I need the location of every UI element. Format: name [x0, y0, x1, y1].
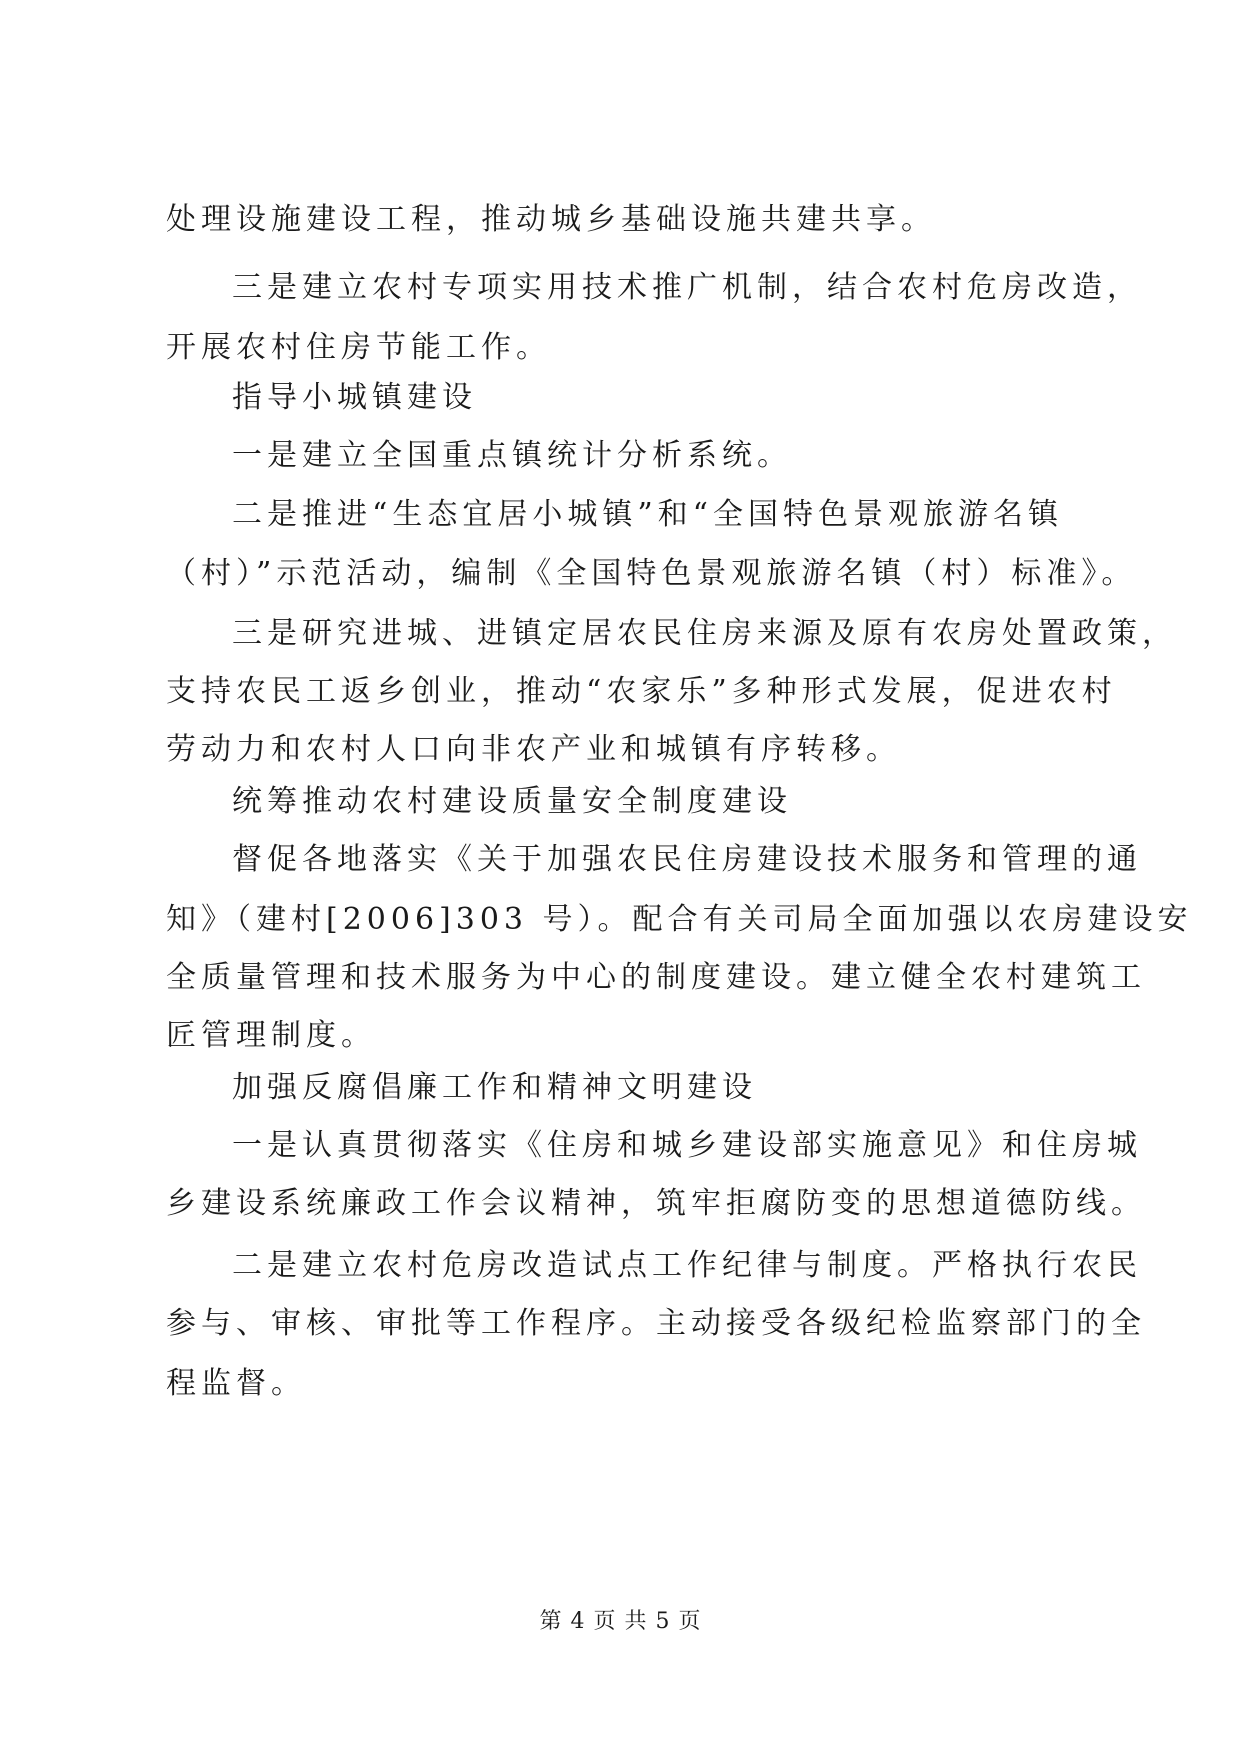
text-line-7: （村）”示范活动，编制《全国特色景观旅游名镇（村）标准》。 [166, 556, 1137, 591]
section-heading-anti-corruption: 加强反腐倡廉工作和精神文明建设 [232, 1070, 757, 1105]
text-line-1: 处理设施建设工程，推动城乡基础设施共建共享。 [166, 202, 936, 237]
text-line-6: 二是推进“生态宜居小城镇”和“全国特色景观旅游名镇 [232, 497, 1064, 532]
section-heading-small-town: 指导小城镇建设 [232, 380, 477, 415]
text-line-20: 参与、审核、审批等工作程序。主动接受各级纪检监察部门的全 [166, 1306, 1146, 1341]
text-line-14: 全质量管理和技术服务为中心的制度建设。建立健全农村建筑工 [166, 960, 1146, 995]
text-line-10: 劳动力和农村人口向非农产业和城镇有序转移。 [166, 732, 901, 767]
text-line-17: 一是认真贯彻落实《住房和城乡建设部实施意见》和住房城 [232, 1128, 1142, 1163]
page-number: 第 4 页 共 5 页 [539, 1609, 702, 1634]
text-line-19: 二是建立农村危房改造试点工作纪律与制度。严格执行农民 [232, 1248, 1142, 1283]
text-line-3: 开展农村住房节能工作。 [166, 330, 551, 365]
text-line-5: 一是建立全国重点镇统计分析系统。 [232, 438, 792, 473]
text-line-12: 督促各地落实《关于加强农民住房建设技术服务和管理的通 [232, 842, 1142, 877]
section-heading-quality-safety: 统筹推动农村建设质量安全制度建设 [232, 784, 792, 819]
text-line-18: 乡建设系统廉政工作会议精神，筑牢拒腐防变的思想道德防线。 [166, 1186, 1146, 1221]
text-line-21: 程监督。 [166, 1366, 306, 1401]
text-line-2: 三是建立农村专项实用技术推广机制，结合农村危房改造， [232, 270, 1142, 305]
text-line-9: 支持农民工返乡创业，推动“农家乐”多种形式发展，促进农村 [166, 674, 1117, 709]
text-line-13: 知》（建村[2006]303 号）。配合有关司局全面加强以农房建设安 [166, 902, 1193, 937]
text-line-15: 匠管理制度。 [166, 1018, 376, 1053]
text-line-8: 三是研究进城、进镇定居农民住房来源及原有农房处置政策， [232, 616, 1177, 651]
